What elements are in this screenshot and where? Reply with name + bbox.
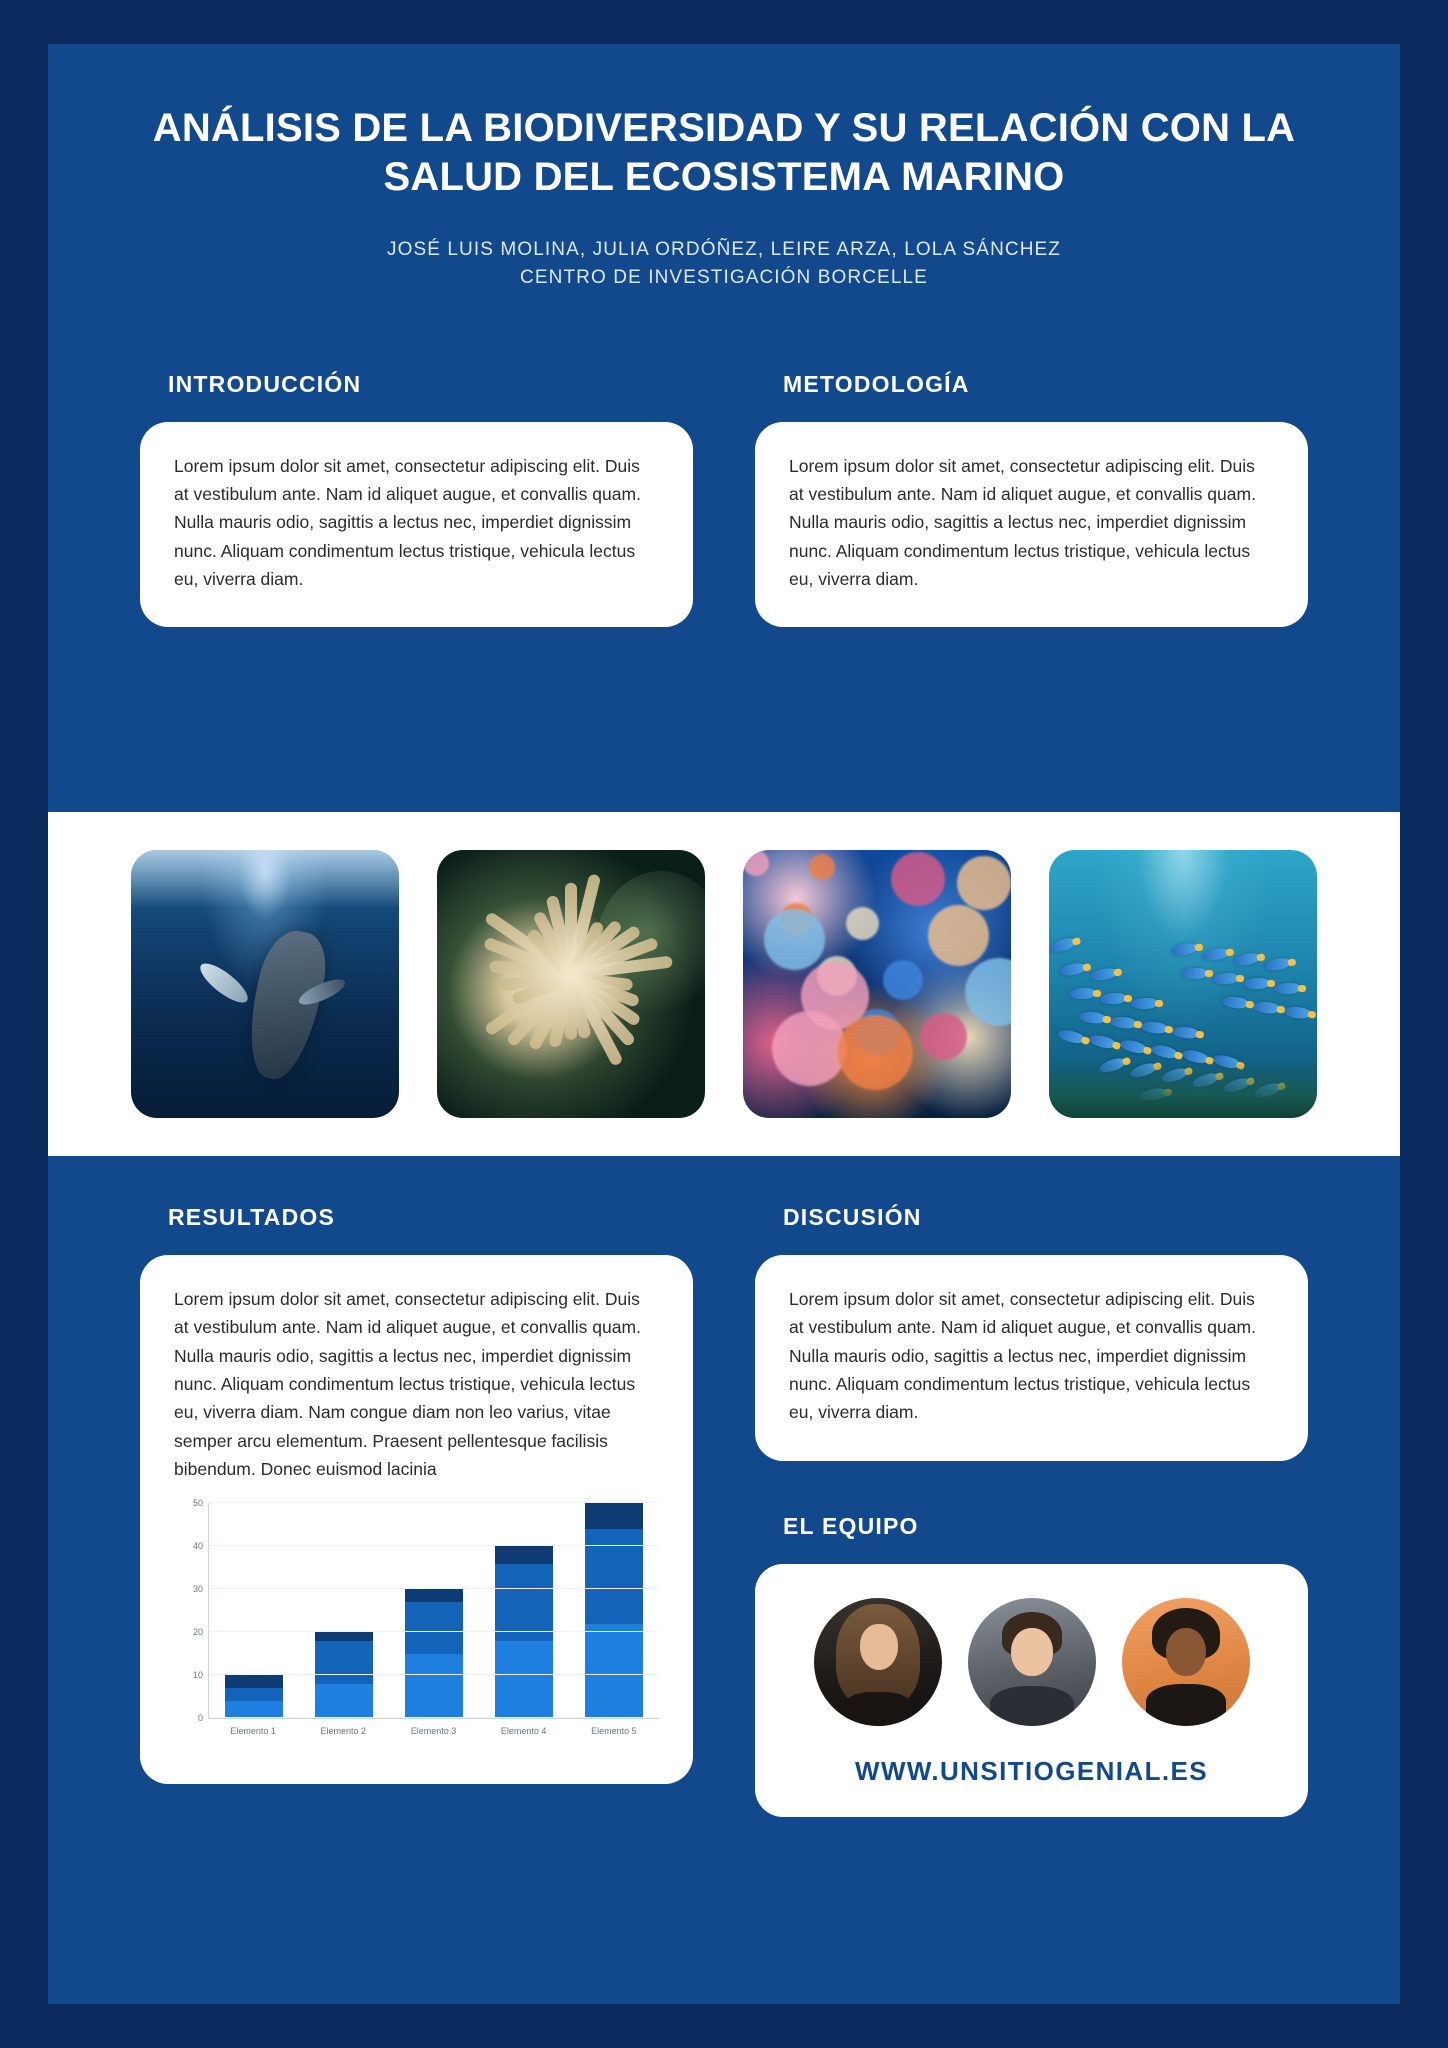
authors-block xyxy=(118,236,1330,293)
body-resultados: Lorem ipsum dolor sit amet, consectetur adipiscing elit. Duis at vestibulum ante. Nam id aliquet augue, et convallis quam. Nulla mauris odio, sagittis a lectus nec, imperdiet dignissim nunc. Aliquam condimentum lectus tristique, vehicula lectus eu, viverra diam. Nam congue diam non leo varius, vitae semper arcu elementum. Praesent pellentesque facilisis bibendum. Donec euismod lacinia xyxy=(174,1289,641,1480)
section-discusion xyxy=(755,1204,1308,1461)
card-resultados xyxy=(140,1255,693,1784)
avatar xyxy=(814,1598,942,1726)
chart-x-tick-label: Elemento 3 xyxy=(410,1726,457,1737)
authors-line-1: JOSÉ LUIS MOLINA, JULIA ORDÓÑEZ, LEIRE ARZA, LOLA SÁNCHEZ xyxy=(386,238,1062,260)
avatar xyxy=(968,1598,1096,1726)
chart-x-tick-label: Elemento 1 xyxy=(230,1726,276,1737)
section-metodologia xyxy=(755,371,1308,628)
chart-y-tick-label: 40 xyxy=(192,1541,203,1552)
chart-bar xyxy=(405,1503,463,1718)
chart-x-tick-label: Elemento 5 xyxy=(591,1726,637,1737)
chart-gridline xyxy=(192,1627,659,1638)
chart-y-tick-label: 0 xyxy=(197,1713,203,1724)
section-introduccion xyxy=(140,371,693,628)
chart-bar-segment xyxy=(315,1632,373,1641)
section-resultados xyxy=(140,1204,693,1817)
photo-coral-reef xyxy=(743,850,1011,1118)
chart-bar-segment xyxy=(495,1564,553,1641)
page-title: ANÁLISIS DE LA BIODIVERSIDAD Y SU RELACIÓN CON LA SALUD DEL ECOSISTEMA MARINO xyxy=(152,106,1296,199)
top-sections xyxy=(48,293,1400,628)
results-bar-chart xyxy=(174,1498,659,1758)
card-discusion xyxy=(755,1255,1308,1461)
chart-gridline xyxy=(192,1541,659,1552)
chart-bar-segment xyxy=(405,1654,463,1719)
section-heading-discusion: DISCUSIÓN xyxy=(783,1204,922,1230)
photo-humpback-whale xyxy=(131,850,399,1118)
chart-bar xyxy=(225,1503,283,1718)
card-introduccion xyxy=(140,422,693,628)
bottom-sections xyxy=(48,1156,1400,1817)
body-metodologia: Lorem ipsum dolor sit amet, consectetur adipiscing elit. Duis at vestibulum ante. Nam id aliquet augue, et convallis quam. Nulla mauris odio, sagittis a lectus nec, imperdiet dignissim nunc. Aliquam condimentum lectus tristique, vehicula lectus eu, viverra diam. xyxy=(789,455,1256,589)
card-equipo xyxy=(755,1564,1308,1817)
chart-bar-segment xyxy=(585,1529,643,1624)
chart-x-tick-label: Elemento 2 xyxy=(320,1726,367,1737)
chart-y-tick-label: 10 xyxy=(192,1670,203,1681)
chart-gridline xyxy=(192,1670,659,1681)
chart-bar-segment xyxy=(315,1684,373,1718)
body-discusion: Lorem ipsum dolor sit amet, consectetur adipiscing elit. Duis at vestibulum ante. Nam id aliquet augue, et convallis quam. Nulla mauris odio, sagittis a lectus nec, imperdiet dignissim nunc. Aliquam condimentum lectus tristique, vehicula lectus eu, viverra diam. xyxy=(789,1289,1256,1423)
poster-panel xyxy=(48,44,1400,2004)
chart-bar-segment xyxy=(225,1701,283,1718)
chart-y-tick-label: 50 xyxy=(192,1498,203,1509)
chart-bar-segment xyxy=(405,1589,463,1602)
chart-bar xyxy=(495,1503,553,1718)
poster-header xyxy=(48,44,1400,293)
avatar xyxy=(1122,1598,1250,1726)
chart-bar-segment xyxy=(585,1624,643,1719)
card-metodologia xyxy=(755,422,1308,628)
section-heading-resultados: RESULTADOS xyxy=(168,1204,336,1230)
chart-bar-segment xyxy=(585,1503,643,1529)
chart-bar-segment xyxy=(405,1602,463,1654)
chart-bar xyxy=(315,1503,373,1718)
chart-y-tick-label: 20 xyxy=(192,1627,203,1638)
team-avatars xyxy=(785,1598,1278,1726)
chart-bar-segment xyxy=(495,1641,553,1718)
chart-bar-segment xyxy=(225,1688,283,1701)
body-introduccion: Lorem ipsum dolor sit amet, consectetur adipiscing elit. Duis at vestibulum ante. Nam id aliquet augue, et convallis quam. Nulla mauris odio, sagittis a lectus nec, imperdiet dignissim nunc. Aliquam condimentum lectus tristique, vehicula lectus eu, viverra diam. xyxy=(174,455,641,589)
image-gallery xyxy=(48,812,1400,1156)
section-heading-equipo: EL EQUIPO xyxy=(783,1512,919,1539)
section-heading-metodologia: METODOLOGÍA xyxy=(783,370,970,397)
photo-school-of-fish xyxy=(1049,850,1317,1118)
chart-bar-segment xyxy=(315,1641,373,1684)
section-heading-introduccion: INTRODUCCIÓN xyxy=(168,370,362,397)
chart-x-tick-label: Elemento 4 xyxy=(500,1726,547,1737)
chart-bar-segment xyxy=(495,1546,553,1563)
team-website-link[interactable]: WWW.UNSITIOGENIAL.ES xyxy=(855,1755,1208,1786)
chart-gridline xyxy=(192,1498,659,1509)
authors-line-2: CENTRO DE INVESTIGACIÓN BORCELLE xyxy=(520,267,928,289)
photo-sea-anemone xyxy=(437,850,705,1118)
chart-y-tick-label: 30 xyxy=(192,1584,203,1595)
section-equipo xyxy=(755,1513,1308,1817)
right-column xyxy=(755,1204,1308,1817)
chart-bar-segment xyxy=(225,1675,283,1688)
chart-bar xyxy=(585,1503,643,1718)
chart-gridline xyxy=(192,1584,659,1595)
chart-gridline xyxy=(197,1713,659,1724)
